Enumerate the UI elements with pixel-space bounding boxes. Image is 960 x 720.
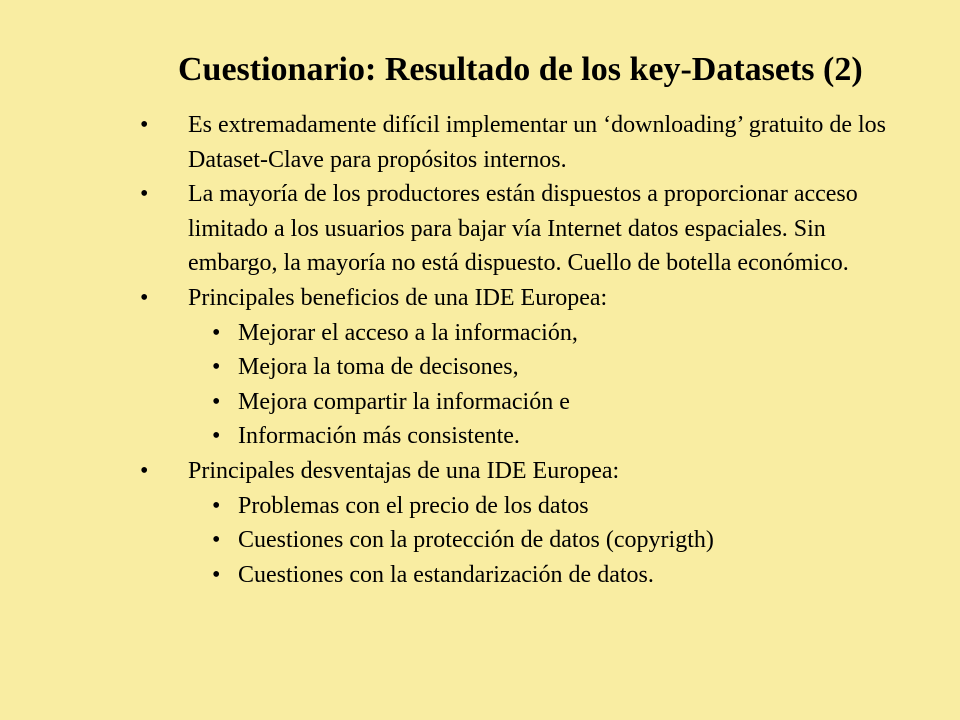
sub-bullet-text: Mejora compartir la información e xyxy=(238,388,570,415)
sub-bullet-item xyxy=(0,558,938,593)
sub-bullet-dot-icon: • xyxy=(212,354,221,381)
sub-bullet-item xyxy=(0,385,938,420)
bullet-dot-icon: • xyxy=(140,457,149,484)
sub-bullet-item xyxy=(0,419,938,454)
bullet-item-2 xyxy=(0,177,888,281)
bullet-item-1 xyxy=(0,108,888,177)
sub-bullet-text: Cuestiones con la protección de datos (copyrigth) xyxy=(238,527,714,554)
bullet-text: La mayoría de los productores están dispuestos a proporcionar acceso limitado a los usuarios para bajar vía Internet datos espaciales. Sin embargo, la mayoría no está dispuesto. Cuello de botella económico. xyxy=(188,181,858,277)
bullet-dot-icon: • xyxy=(140,112,149,138)
sub-bullet-text: Mejora la toma de decisones, xyxy=(238,354,519,381)
bullet-text: Es extremadamente difícil implementar un ‘downloading’ gratuito de los Dataset-Clave para propósitos internos. xyxy=(188,112,887,173)
sub-bullet-item xyxy=(0,350,938,385)
bullet-item-3 xyxy=(0,281,888,316)
slide-title: Cuestionario: Resultado de los key-Datasets (2) xyxy=(178,51,863,88)
sub-bullet-item xyxy=(0,316,938,351)
sub-bullet-dot-icon: • xyxy=(212,319,221,346)
bullet-dot-icon: • xyxy=(140,181,149,208)
sub-bullet-dot-icon: • xyxy=(212,561,221,588)
sub-bullet-dot-icon: • xyxy=(212,423,221,450)
bullet-text: Principales desventajas de una IDE Europea: xyxy=(188,457,620,484)
sub-bullet-text: Mejorar el acceso a la información, xyxy=(238,319,578,346)
sub-bullet-text: Información más consistente. xyxy=(238,423,520,450)
slide-content xyxy=(0,108,960,592)
sub-bullet-item xyxy=(0,489,938,524)
sub-bullet-item xyxy=(0,523,938,558)
sub-bullet-text: Problemas con el precio de los datos xyxy=(238,492,589,519)
sub-bullet-dot-icon: • xyxy=(212,388,221,415)
sub-bullet-dot-icon: • xyxy=(212,492,221,519)
bullet-dot-icon: • xyxy=(140,284,149,311)
sub-bullet-text: Cuestiones con la estandarización de datos. xyxy=(238,561,654,588)
bullet-item-4 xyxy=(0,454,888,489)
sub-bullet-dot-icon: • xyxy=(212,527,221,554)
bullet-text: Principales beneficios de una IDE Europea: xyxy=(188,284,608,311)
